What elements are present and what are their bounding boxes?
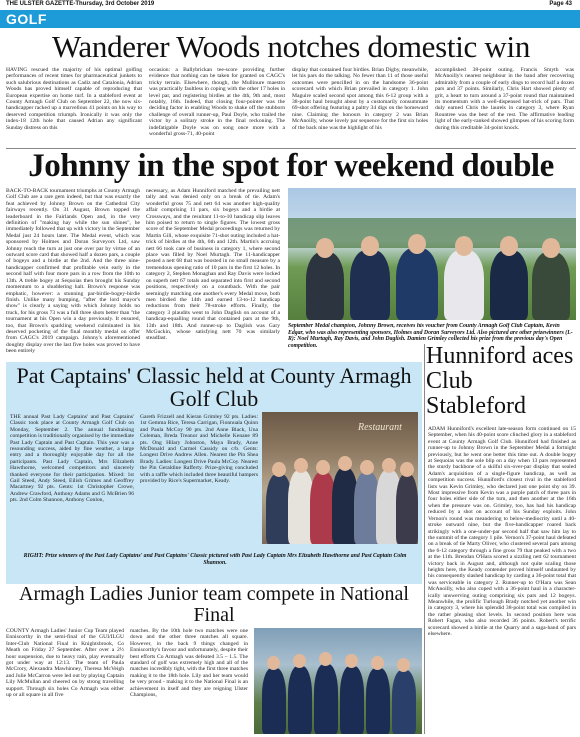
section-banner (0, 10, 580, 28)
page-number: Page 43 (549, 1, 572, 7)
ladies-photo (254, 628, 422, 734)
johnny-headline: Johnny in the spot for weekend double (28, 148, 554, 184)
johnny-col1: BACK-TO-BACK tournament triumphs at County Armagh Golf Club are a rare gem indeed, but that was exactly the feat achieved by Johnny Brown on the Cathedral City fairways recently. On 31 August, Brown topped the leaderboard in the Fairlands Open and, in the very definition of "making hay while the sun shines", he immediately followed that up with victory in the September Medal just 24 hours later. The Medal event, which was sponsored by Holmes and Doran Surveyors Ltd, saw Johnny reach the turn at just one over par by virtue of an outward score card that showed half a dozen pars, a couple of bogeys and a birdie at the 2nd. And the three nine-handicapper confirmed that profitable vein early in the second half with four more pars in a row from the 10th to 13th. A treble bogey at Sequoias then brought his Sunday momentum to a shuddering halt. Brown's response was emphatic, however: a stunning par-birdie-bogey-birdie finish. Unlike many bumping, "after the lord mayor's show" is clearly a saying with which Johnny holds no truck, for his gross 73 was a full three shots better than "the tournament at his Open win a day previously. It ensured, too, that Brown's sparkling weekend culminated in his deserved pocketing of the final monthly medal on offer from CAGC's 2019 campaign. Johnny's aforementioned doughty display over the last five holes was proved to have been entirely (6, 188, 140, 355)
johnny-photo (288, 188, 576, 320)
page-header (0, 0, 580, 10)
wanderer-headline: Wanderer Woods notches domestic win (51, 29, 531, 64)
captains-col1: THE annual Past Lady Captains' and Past Captains' Classic took place at County Armagh Golf Club on Monday, September 2. The annual fundraising competition is traditionally organised by the immediate Past Lady Captain and Past Captain. This year was a resounding success, aided by fine weather, a large entry and a thoroughly enjoyable day for all the participants. Past Lady Captain, Mrs Elizabeth Hawthorne, welcomed competitors and sincerely thanked everyone for their participation. Mixed: 1st Gail Steed, Andy Steed, Eilish Grimes and Geoffrey Macartney 92 pts. Gents: 1st Christopher Crowe, Andrew Crawford, Anthony Adams and G McBrien 96 pts. 2nd Colm Shannon, Anthony Conlon, (10, 414, 134, 504)
johnny-caption: September Medal champion, Johnny Brown, receives his voucher from County Armagh Golf Club Captain, Kevin Edgar, who was also representing sponsors, Holmes and Doran Surveyors Ltd. Also pictured are other prizewinners (L-R): Noel Murtagh, Ray Davis, and John Daglish. Damien Grimley collected his prize from the previous day's Open competition. (288, 323, 573, 349)
ladies-col1: COUNTY Armagh Ladies' Junior Cup Team played Enniscorthy in the semi-final of the GUI/ILGU Inter-Club National Final in Knightsbrook, Co Meath on Friday 27 September. After over a 2½ hour suspension, due to heavy rain, play eventually got under way at 12:13. The team of Paula McCrory, Alexandra Mawhinney, Theresa McVeigh and Julie McCarron were led out by playing Captain Lily McMullan and cheered on by strong travelling support. Through six holes Co Armagh was either up or all square in all five (6, 628, 124, 699)
restaurant-sign: Restaurant (358, 422, 402, 433)
wanderer-col1: HAVING rescued the majority of his optimal golfing performances of recent times for pharmaceutical junkets to such salubrious destinations as Cadiz and Catalonia, Adrian Woods has proved himself capable of reproducing that European expertise on home turf. In a stableford event at County Armagh Golf Club on September 22, the now six-handicapper racked up a marvellous 41 points on his way to deserved competition triumph. Ironically it was only the index-18 12th hole that caused Adrian any significant Sunday distress on this (6, 67, 142, 131)
wanderer-col2: occasion: a Ballybrickan tee-score providing further evidence that nothing can be taken for granted on CAGC's tricky terrain. Elsewhere, though, the Mullinure maestro was practically faultless in coping with the other 17 holes in level par, and registering birdies at the 4th, 9th and, most notably, 16th. Indeed, that closing four-pointer was the deciding factor in enabling Woods to shake off the stubborn challenge of overall runner-up, Paul Doyle, who trailed the victor by a solitary stroke in the final reckoning. The indefatigable Doyle was on song once more with a wonderful gross-71, 40-point (149, 67, 285, 138)
captains-col2: Gareth Frizzell and Kieran Grimley 92 pts. Ladies: 1st Gemma Rice, Teresa Carrigan, Fionnuala Quinn and Paula McCoy 90 pts. 2nd Anne Black, Una Coleman, Breda Treanor and Michelle Kenane 89 pts. Ong Hilary Johnston, Maya Brady, Anne McDonald and Carmel Cassidy on c/b. Gents: Longest Drive Andrew Allen. Nearest the Pin Shea Brady. Ladies: Longest Drive Paula McCoy. Nearest the Pin Geraldine Rafferty. Prize-giving concluded with a raffle which included three beautiful hampers provided by Rice's Supermarket, Keady. (140, 414, 258, 485)
wanderer-col4: accomplished 38-point outing. Francis Smyth was McAnoilly's nearest neighbour in the band after recovering admirably from a couple of early dings to record half a dozen pars and 37 points. Similarly, Chris Hart showed plenty of grit, a heart to turn around a 37-point round that maintained its momentum with a well-dispensed hat-trick of pars. That duly earned Chris the laurels in category 3, where Ryan Rountree was the best of the rest. The affirmative leading light of the early-ranked showed glimpses of his scoring form during this creditable 34-point knock. (435, 67, 574, 131)
ladies-headline: Armagh Ladies Junior team compete in National Final (19, 583, 409, 626)
column-divider (424, 344, 425, 734)
johnny-col2: necessary, as Adam Hunniford matched the prevailing nett tally and was denied only on a break of tie. Adam's wonderful gross 75 and nett 64 was another high-quality affair comprising 11 pars, six bogeys and a birdie at Crossways, and the resultant 11-to-10 handicap slip leaves him poised to return to single figures. The lowest gross score of the September Medal proceedings was returned by Martin Gill, whose exquisite 71-shot outing included a hat-trick of birdies at the 4th, 6th and 12th. Martin's accruing nett 66 took care of business in category 1, where second place was filled by Noel Murtagh. The 11-handicapper posted a nett 68 that was boosted in no small measure by a tremendous opening ratio of 10 pars in the first 12 holes. In category 2, Stephen Monaghan and Ray Davis were locked on superb nett 67 totals and separated into first and second positions, respectively on a countback. With the pair seemingly matching one another's every Medal move, both men birdied the 14th and earned 13-to-12 handicap reductions from their 78-stroke efforts. Finally, the category 3 plaudits went to John Daglish on account of a handicap-equalling round that contained pars at the 9th, 13th and 18th. And runner-up to Daglish was Gary McGuckin, whose satisfying nett 70 was similarly steadfast. (146, 188, 280, 342)
captains-photo (262, 412, 418, 544)
hunniford-col1: ADAM Hunniford's excellent late-season form continued on 15 September, when his 40-point score clinched glory in a stableford event at County Armagh Golf Club. Hunniford had finished as runner-up to Johnny Brown in the September Medal a fortnight previously, but he went one better this time out. A double bogey at Sequoias was the sole blip on a day when 13 pars represented the sturdy backbone of a skilful six-over-par display that sealed Adam's acquisition of a single-figure handicap, as well as competition success. Hunniford's closest rival in the stableford lists was Kevin Grimley, who declared just one point shy on 39. Most impressive from Kevin was a purple patch of three pars in four holes either side of the turn, and then another at the 16th when the pressure was on. Grimley, too, has had his handicap reduced by a shot on account of his Sunday exploits. John Vernon's round was meandering to below-mediocrity until a 40-stroke outward nine, but the five-handicapper roared back strikingly with a one-under-par second half that saw him lay to the summit of the category 1 pile. Vernon's 37-point haul defeated on a break of tie Marty Oliver, who clustered several pars among the 6-12 category through a fine gross 79 that peaked with a two at the 11th. Brendan O'Hara scored a sizzling nett 62 tournament victory back in August and, although not quite scaling those heights here, the Keady contender proved himself undaunted by his consequently slashed handicap by carding a 36-point total that was serviceable in category 2. Runner-up to O'Hara was Sean McAnoilly, who also coped with a 36-point haul in a character-ically unswerving outing comprising six pars and 12 bogeys. Meanwhile, the prolific Turlough Brady notched yet another win in category 3, where his splendid 38-point total was compiled in the rather pleasing shot levels. In second position here was Robert Fagan, who also recorded 36 points. Robert's terrific scorecard showed a birdie at the Quarry and a saga-hand of pars elsewhere. (428, 426, 576, 637)
ladies-col2: matches. By the 10th hole two matches were one down and the other three matches all square. However, in the back 9 things changed in Enniscorthy's favour and unfortunately, despite their best efforts Co Armagh was defeated 3.5 – 1.5. The standard of golf was extremely high and all of the matches incredibly tight, with the first three matches making it to the 18th hole. Lily and her team would be very proud - making it to the National Final is an achievement in itself and they are reigning Ulster Champions, (130, 628, 248, 699)
hunniford-headline: Hunniford aces Club Stableford (426, 343, 574, 419)
captains-caption: RIGHT: Prize winners of the Past Lady Captains' and Past Captains' Classic pictured with Past Lady Captain Mrs Elizabeth Hawthorne and Past Captain Colm Shannon. (23, 553, 407, 566)
newspaper-dateline: THE ULSTER GAZETTE-Thursday, 3rd October 2019 (6, 1, 155, 7)
captains-headline: Pat Captains' Classic held at County Armagh Golf Club (16, 363, 412, 411)
wanderer-col3: display that contained four birdies. Brian Digby, meanwhile, let his pars do the talking. No fewer than 11 of those useful outcomes were pencilled in on the handsome 36-point scorecard with which Brian prevailed in category 1. John Maguire scaled second spot among this 6-12 group with a 38-point haul brought about by a customarily consummate 69-shot offering featuring a paltry 34 digs on the homeward nine. Claiming the honours in category 2 was Brian McAnoilly, whose lovely par sequence for the first six holes of the back nine was the highlight of his (292, 67, 428, 131)
section-title: GOLF (6, 11, 47, 27)
